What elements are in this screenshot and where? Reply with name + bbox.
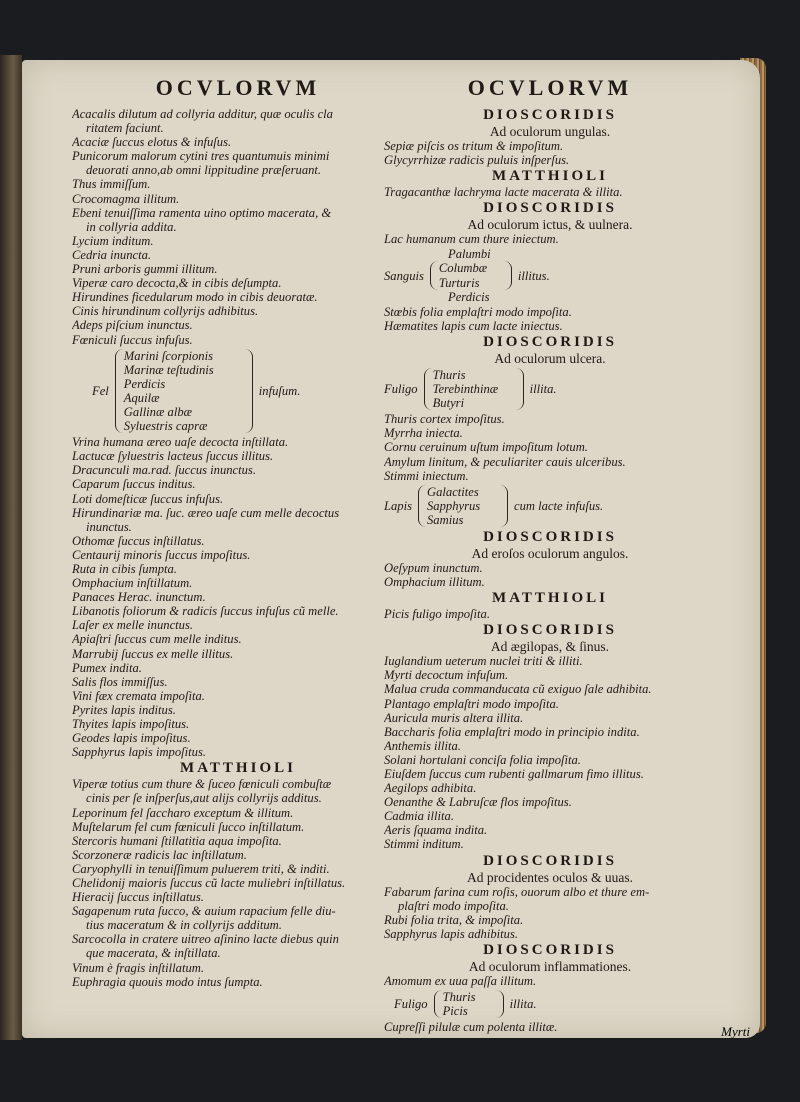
catchword: Myrti <box>721 1024 750 1038</box>
running-header-right: OCVLORVM <box>467 75 633 100</box>
entry-line: Tragacanthæ lachryma lacte macerata & illita. <box>384 185 623 200</box>
entry-line: Amomum ex uua paſſa illitum. <box>384 973 537 988</box>
brace-trail: infuſum. <box>258 383 301 398</box>
entry-line: Crocomagma illitum. <box>72 191 180 206</box>
brace-item: Picis <box>442 1004 468 1019</box>
entry-line: Salis flos immiſſus. <box>72 674 168 689</box>
section-subheading: Ad oculorum ulcera. <box>494 350 606 366</box>
entry-line: Pyrites lapis inditus. <box>72 702 176 717</box>
entry-line: tius maceratum & in collyrijs additum. <box>86 918 282 933</box>
entry-line: Ruta in cibis ſumpta. <box>72 562 177 576</box>
entry-line: Cadmia illita. <box>384 809 454 824</box>
entry-line: Sapphyrus lapis adhibitus. <box>384 926 518 941</box>
brace-top: Palumbi <box>448 247 491 262</box>
lapis-brace-group <box>384 485 716 527</box>
entry-line: Scorzoneræ radicis lac inſtillatum. <box>72 847 247 862</box>
entry-line: Sapphyrus lapis impoſitus. <box>72 745 206 760</box>
entry-line: cinis per ſe inſperſus,aut alijs collyrijs additus. <box>86 791 322 806</box>
brace-trail: illita. <box>529 382 557 397</box>
sanguis-brace <box>384 261 716 289</box>
book-page <box>22 60 760 1038</box>
entry-line: plaſtri modo impoſita. <box>398 898 509 913</box>
entry-line: Viperæ caro decocta,& in cibis deſumpta. <box>72 276 282 291</box>
entry-line: Thyites lapis impoſitus. <box>72 717 190 732</box>
entry-line: Sagapenum ruta ſucco, & auium rapacium felle diu- <box>72 904 336 919</box>
entry-line: que macerata, & inſtillata. <box>86 946 221 961</box>
entry-line: Lactucæ ſyluestris lacteus ſuccus illitus. <box>72 449 274 464</box>
entry-line: deuorati anno,ab omni lippitudine præſeruant. <box>86 163 322 178</box>
entry-line: Aegilops adhibita. <box>384 781 477 796</box>
entry-line: Eiuſdem ſuccus cum rubenti gallmarum fimo illitus. <box>384 767 644 781</box>
entry-line: Punicorum malorum cytini tres quantumuis minimi <box>72 149 330 164</box>
brace-bottom: Perdicis <box>448 289 490 304</box>
entry-line: Cinis hirundinum collyrijs adhibitus. <box>72 304 259 319</box>
brace-item: Sapphyrus <box>427 498 481 513</box>
section-heading: DIOSCORIDIS <box>483 941 617 958</box>
entry-line: Libanotis foliorum & radicis ſuccus infuſus cũ melle. <box>72 604 339 619</box>
brace-item: Gallinæ albæ <box>123 404 193 419</box>
entries-group-a <box>72 107 404 347</box>
section-subheading: Ad oculorum inflammationes. <box>468 958 632 974</box>
section-subheading: Ad oculorum ungulas. <box>489 124 611 139</box>
entries-group-b <box>72 435 404 759</box>
entry-line: Oeſypum inunctum. <box>384 560 483 575</box>
brace-trail: illitus. <box>517 268 550 283</box>
entry-line: Anthemis illita. <box>384 738 461 753</box>
entry-line: Centaurij minoris ſuccus impoſitus. <box>72 547 251 562</box>
left-column <box>72 75 404 989</box>
entry-line: Hirundinariæ ma. ſuc. æreo uaſe cum melle decoctus <box>72 505 340 520</box>
brace-lead: Sanguis <box>384 268 424 283</box>
section-heading: MATTHIOLI <box>492 168 608 185</box>
entry-line: Malua cruda commanducata cũ exiguo ſale adhibita. <box>384 682 652 697</box>
section-heading: MATTHIOLI <box>492 590 608 607</box>
section-subheading: Ad oculorum ictus, & uulnera. <box>467 217 633 233</box>
entry-line: Hieracij ſuccus inſtillatus. <box>72 890 204 905</box>
entry-line: Stercoris humani ſtillatitia aqua impoſita. <box>72 833 282 848</box>
fel-brace-group <box>92 349 404 434</box>
entry-line: Pruni arboris gummi illitum. <box>72 262 218 277</box>
brace-item: Turturis <box>438 275 480 290</box>
entry-line: Thuris cortex impoſitus. <box>384 412 505 427</box>
entry-line: Acaciæ ſuccus elotus & infuſus. <box>72 135 232 150</box>
entry-line: Omphacium illitum. <box>384 575 485 590</box>
entry-line: Amylum linitum, & peculiariter cauis ulceribus. <box>384 454 626 469</box>
brace-item: Columbæ <box>438 261 488 276</box>
entry-line: Ebeni tenuiſſima ramenta uino optimo macerata, & <box>72 205 332 220</box>
brace-lead: Lapis <box>384 498 412 513</box>
entry-line: Plantago emplaſtri modo impoſita. <box>384 696 559 711</box>
brace-lead: Fuligo <box>384 382 418 397</box>
entry-line: Chelidonij maioris ſuccus cũ lacte muliebri inſtillatus. <box>72 875 346 890</box>
brace-items <box>418 485 508 527</box>
section-heading: DIOSCORIDIS <box>483 622 617 639</box>
entry-line: Geodes lapis impoſitus. <box>72 731 191 746</box>
entry-line: Glycyrrhizæ radicis puluis inſperſus. <box>384 153 570 168</box>
entry-line: Cedria inuncta. <box>72 247 152 262</box>
entry-line: Lac humanum cum thure iniectum. <box>384 232 559 247</box>
brace-item: Galactites <box>427 484 479 499</box>
brace-items <box>434 990 504 1018</box>
brace-lead: Fuligo <box>394 997 428 1012</box>
entry-line: ritatem faciunt. <box>86 121 164 136</box>
entry-line: Stimmi iniectum. <box>384 468 469 483</box>
section-heading: DIOSCORIDIS <box>483 107 617 123</box>
entry-line: Stimmi inditum. <box>384 837 464 852</box>
entry-line: Myrti decoctum infuſum. <box>384 668 509 683</box>
brace-item: Perdicis <box>123 376 166 391</box>
fuligo-brace-group <box>384 368 716 410</box>
entry-line: Euphragia quouis modo intus ſumpta. <box>72 974 263 989</box>
section-heading: DIOSCORIDIS <box>483 200 617 217</box>
brace-item: Marini ſcorpionis <box>123 348 214 363</box>
sanguis-brace-group <box>384 247 716 303</box>
entry-line: Muſtelarum fel cum fœniculi ſucco inſtillatum. <box>72 819 305 834</box>
entry-line: Cornu ceruinum uſtum impoſitum lotum. <box>384 440 588 455</box>
entry-line: Iuglandium ueterum nuclei triti & illiti. <box>384 654 583 669</box>
entry-line: Laſer ex melle inunctus. <box>72 618 194 633</box>
running-header-left: OCVLORVM <box>155 75 321 100</box>
entry-line: Picis fuligo impoſita. <box>384 607 490 622</box>
entry-line: Vinum è fragis inſtillatum. <box>72 960 205 975</box>
brace-trail: illita. <box>509 997 537 1012</box>
section-heading: MATTHIOLI <box>180 760 296 777</box>
entry-line: Sarcocolla in cratere uitreo aſinino lacte diebus quin <box>72 932 339 947</box>
brace-item: Samius <box>427 512 464 527</box>
entry-line: Thus immiſſum. <box>72 177 151 192</box>
entry-line: Othomæ ſuccus inſtillatus. <box>72 533 205 548</box>
entry-line: Marrubij ſuccus ex melle illitus. <box>72 646 234 661</box>
brace-lead: Fel <box>92 383 109 398</box>
brace-item: Thuris <box>432 367 466 382</box>
entry-line: Solani hortulani conciſa folia impoſita. <box>384 752 581 767</box>
brace-item: Thuris <box>442 990 476 1005</box>
entry-line: Pumex indita. <box>72 660 142 675</box>
entry-line: Panaces Herac. inunctum. <box>72 590 206 605</box>
section-subheading: Ad procidentes oculos & uuas. <box>466 869 634 885</box>
entry-line: Caparum ſuccus inditus. <box>72 477 196 492</box>
entry-line: inunctus. <box>86 519 132 534</box>
entry-line: Baccharis folia emplaſtri modo in principio indita. <box>384 724 640 739</box>
entry-line: Hirundines ficedularum modo in cibis deuoratæ. <box>72 290 318 305</box>
brace-trail: cum lacte infuſus. <box>514 498 604 513</box>
section-heading: DIOSCORIDIS <box>483 333 617 350</box>
entry-line: Stœbis folia emplaſtri modo impoſita. <box>384 304 572 319</box>
book-spine <box>0 55 22 1040</box>
fuligo2-brace-group <box>394 990 716 1018</box>
entry-line: Auricula muris altera illita. <box>384 710 524 725</box>
entry-line: Fœniculi ſuccus infuſus. <box>72 332 193 347</box>
entry-line: Loti domeſticæ ſuccus infuſus. <box>72 491 224 506</box>
entry-line: Viperæ totius cum thure & ſuceo fœniculi combuſtæ <box>72 777 332 792</box>
entry-line: Oenanthe & Labruſcæ flos impoſitus. <box>384 795 572 810</box>
brace-item: Marinæ teſtudinis <box>123 362 214 377</box>
section-subheading: Ad ægilopas, & ſinus. <box>490 639 610 655</box>
entry-line: Sepiæ piſcis os tritum & impoſitum. <box>384 139 564 153</box>
section-subheading: Ad eroſos oculorum angulos. <box>471 545 629 561</box>
entry-line: Rubi folia trita, & impoſita. <box>384 912 524 927</box>
brace-items <box>115 349 253 434</box>
brace-item: Aquilæ <box>123 390 160 405</box>
entries-group-c <box>72 777 404 988</box>
brace-item: Butyri <box>432 396 465 411</box>
section-heading: DIOSCORIDIS <box>483 528 617 545</box>
entry-line: Vini fæx cremata impoſita. <box>72 688 205 703</box>
entry-line: Omphacium inſtillatum. <box>72 576 193 591</box>
entry-line: Acacalis dilutum ad collyria additur, quæ oculis cla <box>72 107 333 121</box>
brace-item: Terebinthinæ <box>432 382 499 397</box>
entry-line: Vrina humana æreo uaſe decocta inſtillata. <box>72 435 289 450</box>
entry-line: Fabarum farina cum roſis, ouorum albo et thure em- <box>384 884 650 899</box>
brace-items <box>424 368 524 410</box>
entry-line: in collyria addita. <box>86 219 177 234</box>
right-column <box>384 75 716 1034</box>
brace-item: Syluestris capræ <box>123 419 208 434</box>
entry-line: Hæmatites lapis cum lacte iniectus. <box>384 318 563 333</box>
entry-line: Caryophylli in tenuiſſimum puluerem triti, & inditi. <box>72 861 330 876</box>
brace-items <box>430 261 512 289</box>
entry-line: Lycium inditum. <box>72 233 154 248</box>
entry-line: Leporinum fel ſaccharo exceptum & illitum. <box>72 805 294 820</box>
section-heading: DIOSCORIDIS <box>483 852 617 869</box>
entry-line: Apiaſtri ſuccus cum melle inditus. <box>72 632 242 647</box>
entry-line: Adeps piſcium inunctus. <box>72 318 193 333</box>
entry-line: Myrrha iniecta. <box>384 426 463 441</box>
entry-line: Dracunculi ma.rad. ſuccus inunctus. <box>72 463 256 478</box>
entry-line: Aeris ſquama indita. <box>384 823 488 838</box>
entry-line: Cupreſſi pilulæ cum polenta illitæ. <box>384 1020 558 1035</box>
